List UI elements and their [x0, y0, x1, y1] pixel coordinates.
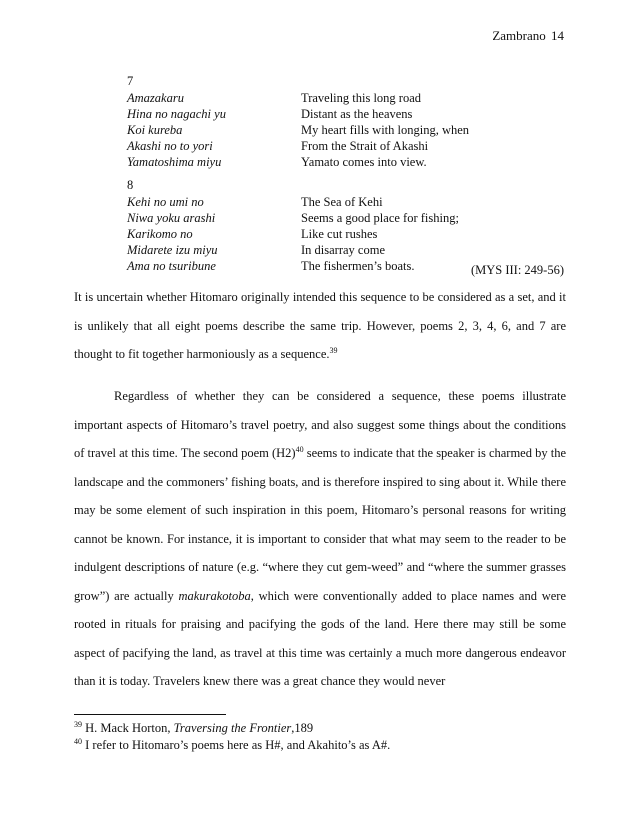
poem-romaji-line: Niwa yoku arashi: [127, 211, 216, 225]
page-header: [492, 28, 564, 44]
poem-english-line: Distant as the heavens: [301, 107, 413, 121]
footnote-divider: [74, 714, 226, 715]
body-paragraph: [74, 382, 566, 696]
poem-romaji-line: Hina no nagachi yu: [127, 107, 226, 121]
header-author: Zambrano: [492, 28, 546, 43]
header-page-number: 14: [551, 28, 564, 43]
poem-romaji-line: Yamatoshima miyu: [127, 155, 222, 169]
poem-romaji-line: Kehi no umi no: [127, 195, 204, 209]
footnote: [74, 721, 313, 736]
poem-citation: (MYS III: 249-56): [470, 263, 564, 277]
poem-english-line: Traveling this long road: [301, 91, 422, 105]
poem-number: 7: [127, 74, 134, 88]
poem-english-line: Like cut rushes: [301, 227, 378, 241]
footnote-text: ,189: [291, 721, 314, 735]
poem-english-line: My heart fills with longing, when: [301, 123, 470, 137]
footnote-text: I refer to Hitomaro’s poems here as H#, and Akahito’s as A#.: [82, 738, 391, 752]
footnote-title: Traversing the Frontier: [173, 721, 292, 735]
poem-romaji-line: Karikomo no: [127, 227, 193, 241]
poem-romaji-line: Amazakaru: [127, 91, 184, 105]
footnote-ref[interactable]: 39: [329, 345, 338, 355]
paragraph-text: seems to indicate that the speaker is charmed by the landscape and the commoners’ fishing boats, and is therefore inspired to sing about it. While there may be some element of such inspiration in this poem, Hitomaro’s personal reasons for writing cannot be known. For instance, it is important to consider that what may seem to the reader to be indulgent descriptions of nature (e.g. “where they cut gem-weed” and “where the summer grasses grow”) are actually: [74, 446, 567, 603]
poem-english-line: Seems a good place for fishing;: [301, 211, 459, 225]
body-paragraph: [74, 283, 566, 369]
poem-english-line: Yamato comes into view.: [301, 155, 427, 169]
footnote: [74, 738, 390, 753]
footnote-number: 40: [74, 736, 82, 746]
poem-romaji-line: Midarete izu miyu: [127, 243, 218, 257]
poem-english-line: The fishermen’s boats.: [301, 259, 415, 273]
paragraph-text: , which were conventionally added to place names and were rooted in rituals for praising and pacifying the gods of the land. Here there may still be some aspect of pacifying the land, as travel at this time was certainly a much more dangerous endeavor than it is today. Travelers knew there was a great chance they would never: [74, 588, 566, 688]
footnote-ref[interactable]: 40: [295, 444, 304, 454]
poem-number: 8: [127, 178, 134, 192]
poem-romaji-line: Koi kureba: [127, 123, 183, 137]
paragraph-text: It is uncertain whether Hitomaro originally intended this sequence to be considered as a set, and it is unlikely that all eight poems describe the same trip. However, poems 2, 3, 4, 6, and 7 are thought to fit together harmoniously as a sequence.: [74, 290, 566, 361]
poem-english-line: The Sea of Kehi: [301, 195, 383, 209]
poem-english-line: In disarray come: [301, 243, 385, 257]
poem-romaji-line: Akashi no to yori: [127, 139, 213, 153]
footnote-number: 39: [74, 719, 82, 729]
footnote-text: H. Mack Horton,: [82, 721, 174, 735]
poem-romaji-line: Ama no tsuribune: [127, 259, 216, 273]
term-makurakotoba: makurakotoba: [178, 588, 251, 603]
paragraph-text: Regardless of whether they can be considered a sequence, these poems illustrate important aspects of Hitomaro’s travel poetry, and also suggest some things about the conditions of travel at this time. The second poem (H2): [74, 389, 566, 460]
poem-english-line: From the Strait of Akashi: [301, 139, 429, 153]
